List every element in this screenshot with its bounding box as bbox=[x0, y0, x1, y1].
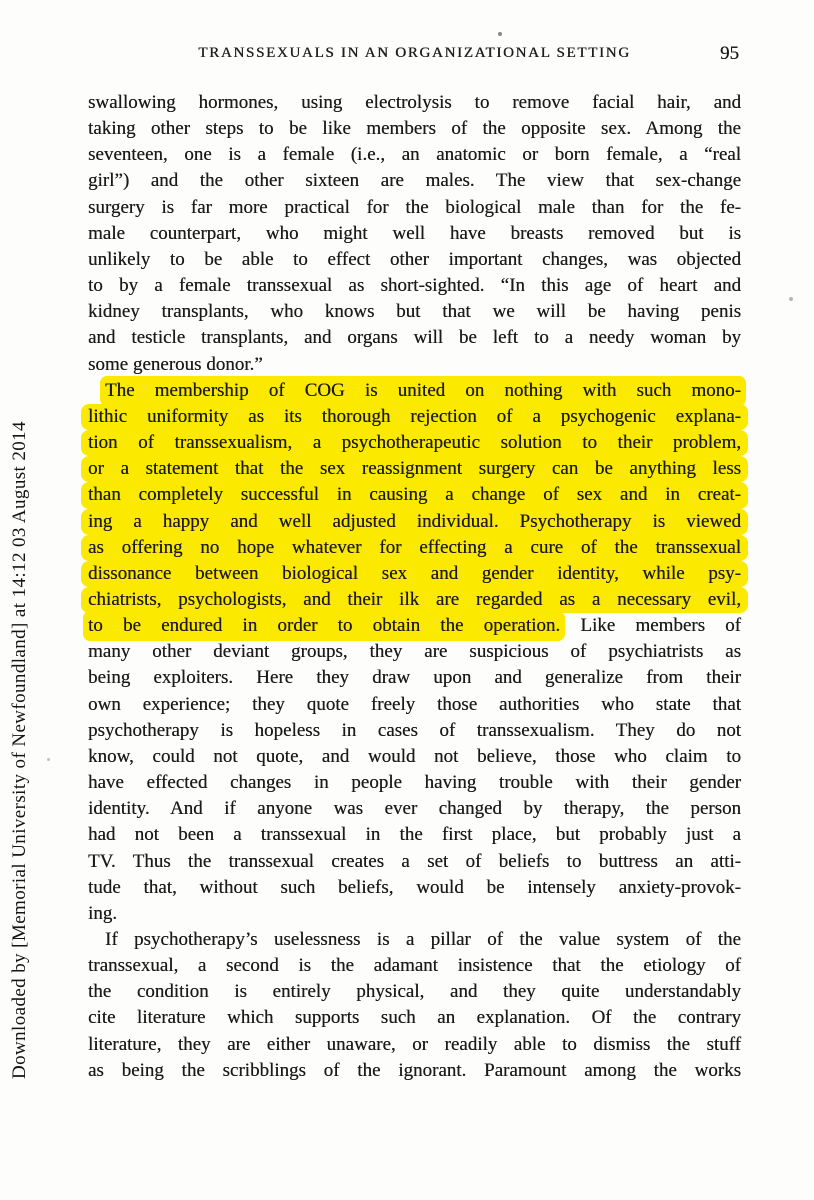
text-line bbox=[88, 352, 741, 378]
text-line bbox=[81, 456, 748, 482]
text-line bbox=[88, 1058, 741, 1084]
text-segment: the condition is entirely physical, and they quite understandably bbox=[88, 981, 741, 1003]
text-segment: as being the scribblings of the ignorant. Paramount among the works bbox=[88, 1059, 741, 1081]
text-segment: cite literature which supports such an explanation. Of the contrary bbox=[88, 1007, 741, 1029]
text-segment: taking other steps to be like members of the opposite sex. Among the bbox=[88, 118, 741, 140]
text-segment: and testicle transplants, and organs will be left to a needy woman by bbox=[88, 327, 741, 349]
text-segment: transsexual, a second is the adamant insistence that the etiology of bbox=[88, 955, 741, 977]
text-line bbox=[88, 325, 741, 351]
download-watermark: Downloaded by [Memorial University of Newfoundland] at 14:12 03 August 2014 bbox=[9, 421, 30, 1079]
text-line bbox=[88, 378, 741, 404]
highlighted-segment: chiatrists, psychologists, and their ilk are regarded as a necessary evil, bbox=[88, 588, 741, 610]
highlighted-segment: or a statement that the sex reassignment surgery can be anything less bbox=[88, 458, 741, 480]
text-line bbox=[88, 116, 741, 142]
text-line bbox=[88, 770, 741, 796]
text-segment: own experience; they quote freely those authorities who state that bbox=[88, 693, 741, 715]
text-line bbox=[88, 849, 741, 875]
text-line bbox=[88, 613, 741, 639]
text-line bbox=[81, 404, 748, 430]
text-segment: unlikely to be able to effect other important changes, was objected bbox=[88, 248, 741, 270]
text-segment: some generous donor.” bbox=[88, 353, 263, 375]
text-line bbox=[88, 796, 741, 822]
text-line bbox=[88, 639, 741, 665]
text-line bbox=[81, 509, 748, 535]
highlighted-segment: ing a happy and well adjusted individual. Psychotherapy is viewed bbox=[88, 510, 741, 532]
text-line bbox=[88, 273, 741, 299]
text-segment: TV. Thus the transsexual creates a set of beliefs to buttress an atti- bbox=[88, 850, 741, 872]
text-segment: many other deviant groups, they are suspicious of psychiatrists as bbox=[88, 641, 741, 663]
highlighted-segment: tion of transsexualism, a psychotherapeutic solution to their problem, bbox=[88, 432, 741, 454]
text-segment: seventeen, one is a female (i.e., an anatomic or born female, a “real bbox=[88, 144, 741, 166]
text-line bbox=[88, 744, 741, 770]
text-line bbox=[88, 718, 741, 744]
scan-speck bbox=[789, 297, 793, 301]
highlighted-segment: to be endured in order to obtain the operation. bbox=[83, 611, 565, 641]
text-segment: ing. bbox=[88, 902, 118, 924]
text-line bbox=[81, 587, 748, 613]
text-line bbox=[88, 979, 741, 1005]
text-line bbox=[88, 90, 741, 116]
text-segment: If psychotherapy’s uselessness is a pillar of the value system of the bbox=[105, 929, 741, 950]
text-line bbox=[81, 430, 748, 456]
text-line bbox=[88, 901, 741, 927]
text-line bbox=[88, 1032, 741, 1058]
text-line bbox=[88, 142, 741, 168]
text-segment: know, could not quote, and would not believe, those who claim to bbox=[88, 745, 741, 767]
body-text bbox=[88, 90, 741, 1084]
text-segment: identity. And if anyone was ever changed by therapy, the person bbox=[88, 798, 741, 820]
text-line bbox=[88, 168, 741, 194]
text-line bbox=[88, 927, 741, 953]
highlighted-segment: The membership of COG is united on nothing with such mono- bbox=[100, 376, 746, 406]
highlighted-segment: as offering no hope whatever for effecting a cure of the transsexual bbox=[88, 536, 741, 558]
text-segment: to by a female transsexual as short-sighted. “In this age of heart and bbox=[88, 275, 741, 297]
scan-speck bbox=[47, 758, 50, 761]
text-segment: Like members of bbox=[560, 615, 741, 637]
page-number: 95 bbox=[720, 43, 739, 64]
text-line bbox=[88, 299, 741, 325]
text-line bbox=[88, 875, 741, 901]
text-segment: psychotherapy is hopeless in cases of transsexualism. They do not bbox=[88, 719, 741, 741]
text-segment: male counterpart, who might well have breasts removed but is bbox=[88, 222, 741, 244]
page-header bbox=[88, 45, 741, 69]
text-line bbox=[88, 692, 741, 718]
highlighted-segment: lithic uniformity as its thorough rejection of a psychogenic explana- bbox=[88, 405, 741, 427]
text-line bbox=[88, 221, 741, 247]
text-segment: have effected changes in people having trouble with their gender bbox=[88, 772, 741, 794]
text-segment: tude that, without such beliefs, would be intensely anxiety-provok- bbox=[88, 876, 741, 898]
text-line bbox=[81, 561, 748, 587]
text-segment: girl”) and the other sixteen are males. The view that sex-change bbox=[88, 170, 741, 192]
text-line bbox=[81, 535, 748, 561]
text-line bbox=[88, 247, 741, 273]
highlighted-segment: dissonance between biological sex and gender identity, while psy- bbox=[88, 562, 741, 584]
text-segment: literature, they are either unaware, or readily able to dismiss the stuff bbox=[88, 1033, 741, 1055]
running-title: TRANSSEXUALS IN AN ORGANIZATIONAL SETTING bbox=[198, 45, 631, 61]
text-line bbox=[88, 1005, 741, 1031]
text-line bbox=[81, 482, 748, 508]
text-segment: swallowing hormones, using electrolysis to remove facial hair, and bbox=[88, 92, 741, 113]
text-line bbox=[88, 195, 741, 221]
scan-speck bbox=[498, 32, 502, 36]
text-segment: being exploiters. Here they draw upon and generalize from their bbox=[88, 667, 741, 689]
highlighted-segment: than completely successful in causing a change of sex and in creat- bbox=[88, 484, 741, 506]
text-line bbox=[88, 822, 741, 848]
text-segment: had not been a transsexual in the first place, but probably just a bbox=[88, 824, 741, 846]
text-segment: surgery is far more practical for the biological male than for the fe- bbox=[88, 196, 741, 218]
text-line bbox=[88, 953, 741, 979]
text-line bbox=[88, 665, 741, 691]
text-segment: kidney transplants, who knows but that we will be having penis bbox=[88, 301, 741, 323]
